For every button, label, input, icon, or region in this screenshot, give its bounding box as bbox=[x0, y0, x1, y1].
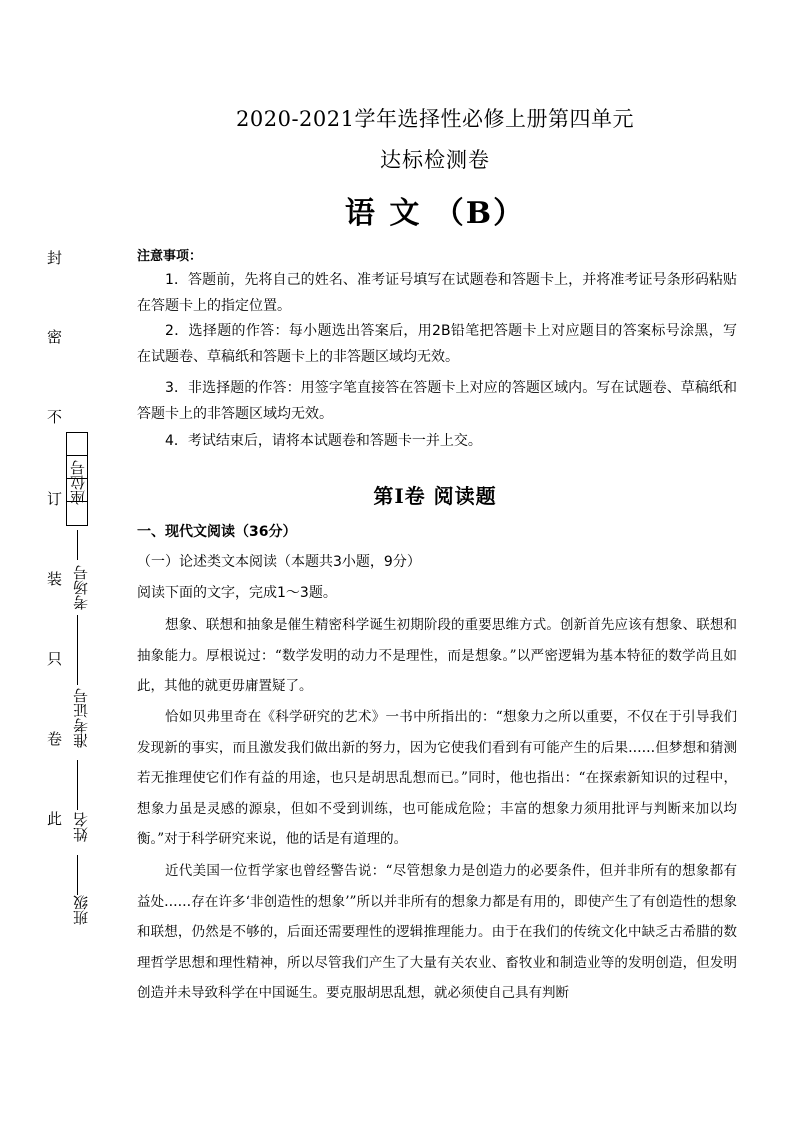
class-label: 班级 bbox=[72, 895, 90, 925]
notice-item: 4．考试结束后，请将本试题卷和答题卡一并上交。 bbox=[165, 433, 482, 449]
ticket-label: 准考证号 bbox=[72, 688, 90, 748]
seal-char-mi: 密 bbox=[47, 328, 63, 346]
notice-item: 3．非选择题的作答：用签字笔直接答在答题卡上对应的答题区域内。写在试题卷、草稿纸和答题卡上的非答题区域均无效。 bbox=[137, 380, 737, 422]
seat-number-label: 座位号 bbox=[69, 460, 87, 505]
passage-paragraph: 想象、联想和抽象是催生精密科学诞生初期阶段的重要思维方式。创新首先应该有想象、联想和抽象能力。厚根说过：“数学发明的动力不是理性，而是想象。”以严密逻辑为基本特征的数学尚且如此，其他的就更毋庸置疑了。 bbox=[137, 617, 737, 694]
seal-char-bu: 不 bbox=[47, 408, 63, 426]
name-line bbox=[77, 760, 78, 810]
seal-char-juan: 卷 bbox=[47, 730, 63, 748]
sub-heading: （一）论述类文本阅读（本题共3小题，9分） bbox=[137, 554, 421, 570]
passage-paragraph: 恰如贝弗里奇在《科学研究的艺术》一书中所指出的：“想象力之所以重要，不仅在于引导我们发现新的事实，而且激发我们做出新的努力，因为它使我们看到有可能产生的后果……但梦想和猜测若无推理使它们作有益的用途，也只是胡思乱想而已。”同时，他也指出：“在探索新知识的过程中，想象力虽是灵感的源泉，但如不受到训练，也可能成危险；丰富的想象力须用批评与判断来加以均衡。”对于科学研究来说，他的话是有道理的。 bbox=[137, 709, 737, 847]
exam-title: 2020-2021学年选择性必修上册第四单元 bbox=[236, 107, 634, 131]
notice-heading: 注意事项： bbox=[137, 249, 203, 264]
seal-char-zhi: 只 bbox=[47, 650, 63, 668]
notice-item: 1．答题前，先将自己的姓名、准考证号填写在试题卷和答题卡上，并将准考证号条形码粘贴在答题卡上的指定位置。 bbox=[137, 272, 737, 314]
name-label: 姓名 bbox=[72, 812, 90, 842]
passage-paragraph: 近代美国一位哲学家也曾经警告说：“尽管想象力是创造力的必要条件，但并非所有的想象都有益处……存在许多‘非创造性的想象’”所以并非所有的想象力都是有用的，即使产生了有创造性的想象和联想，仍然是不够的，后面还需要理性的逻辑推理能力。由于在我们的传统文化中缺乏古希腊的数理哲学思想和理性精神，所以尽管我们产生了大量有关农业、畜牧业和制造业等的发明创造，但发明创造并未导致科学在中国诞生。要克服胡思乱想，就必须使自己具有判断 bbox=[137, 863, 737, 1001]
notice-item: 2．选择题的作答：每小题选出答案后，用2B铅笔把答题卡上对应题目的答案标号涂黑，写在试题卷、草稿纸和答题卡上的非答题区域均无效。 bbox=[137, 323, 737, 365]
exam-room-label: 考场号 bbox=[72, 565, 90, 610]
seal-char-zhuang: 装 bbox=[47, 570, 63, 588]
seal-char-ding: 订 bbox=[47, 490, 63, 508]
subject-title: 语 文 （B） bbox=[344, 196, 526, 231]
seal-char-ci: 此 bbox=[47, 810, 63, 828]
section-title: 第Ⅰ卷 阅读题 bbox=[373, 484, 497, 508]
seal-char-feng: 封 bbox=[47, 249, 63, 267]
part-heading: 一、现代文阅读（36分） bbox=[137, 524, 297, 540]
exam-room-line bbox=[77, 530, 78, 560]
reading-instruction: 阅读下面的文字，完成1～3题。 bbox=[137, 585, 337, 601]
class-line bbox=[77, 855, 78, 895]
ticket-line bbox=[77, 615, 78, 685]
exam-subtitle: 达标检测卷 bbox=[380, 148, 490, 172]
